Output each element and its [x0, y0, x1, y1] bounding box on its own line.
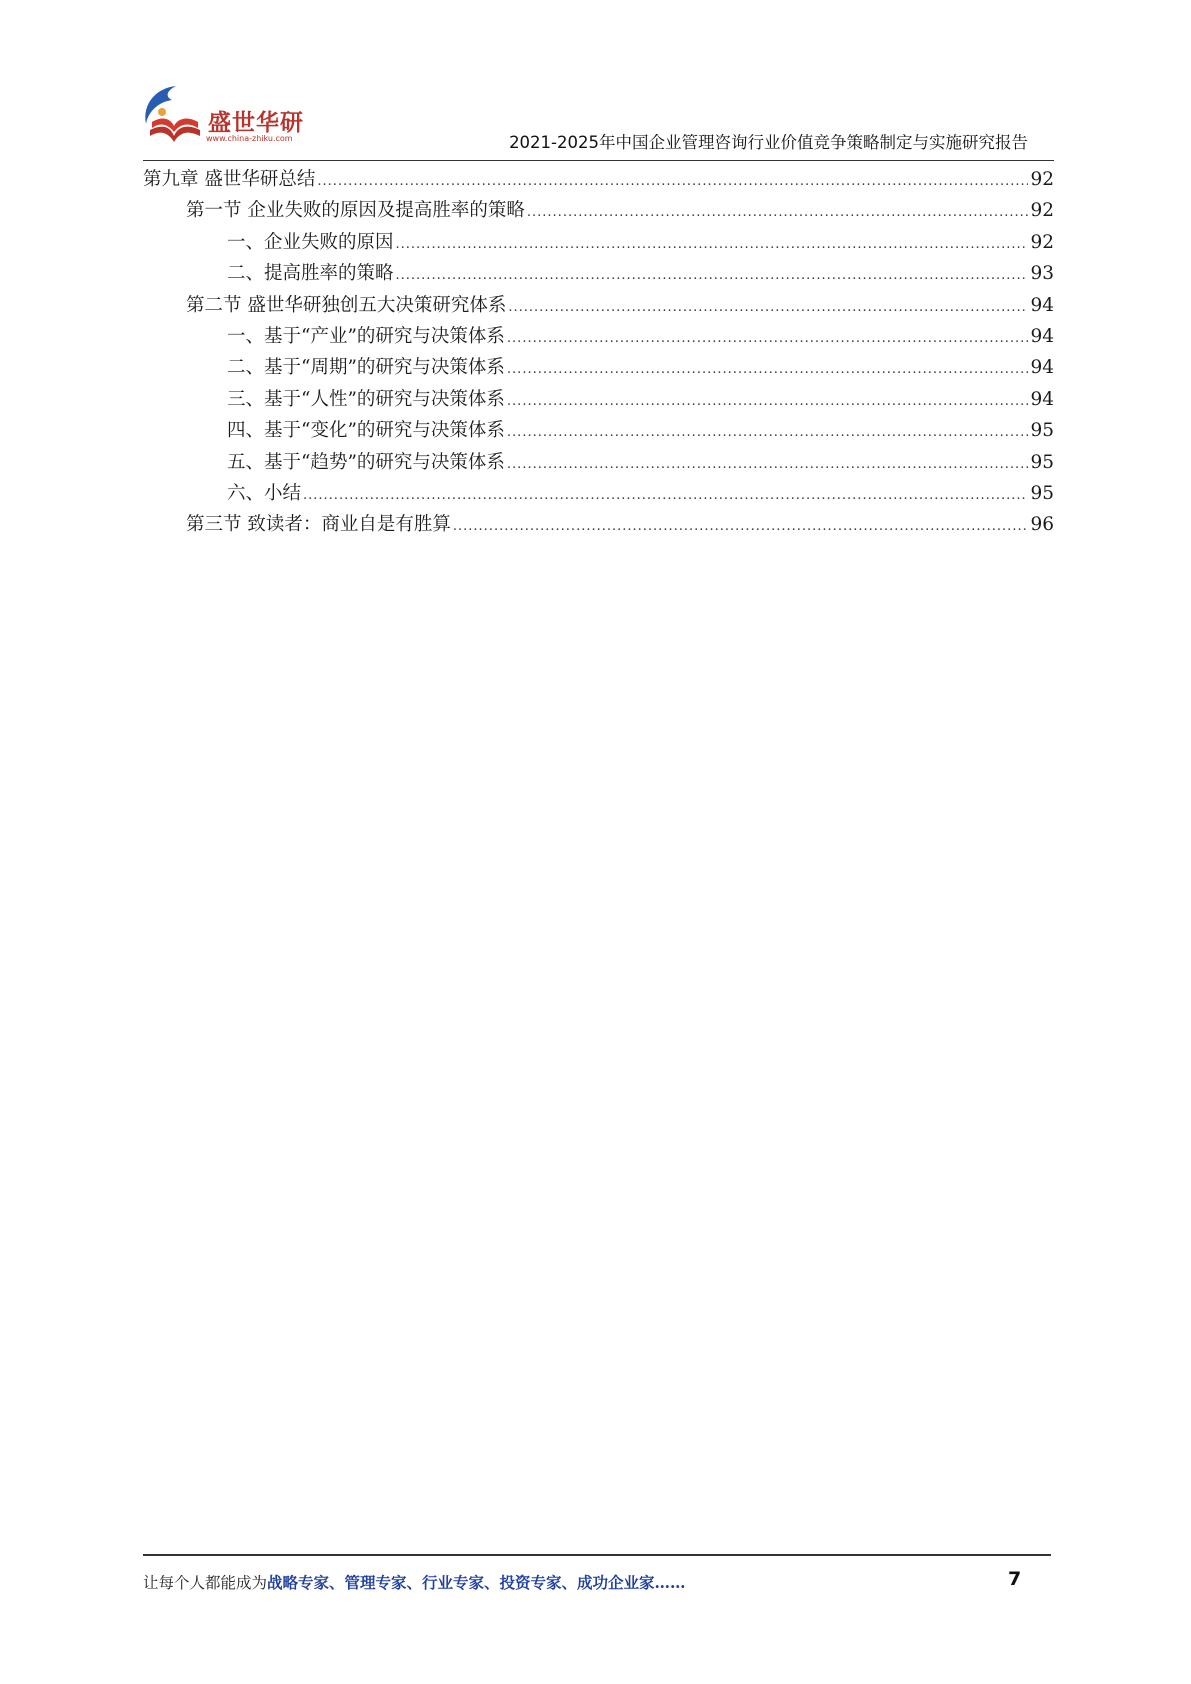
toc-dot-leader	[507, 386, 1029, 417]
toc-entry-page: 94	[1030, 357, 1054, 379]
toc-entry-page: 95	[1030, 451, 1054, 473]
toc-entry[interactable]	[143, 195, 1054, 226]
footer-slogan-prefix: 让每个人都能成为	[143, 1574, 268, 1592]
toc-dot-leader	[507, 354, 1029, 385]
toc-entry[interactable]	[143, 478, 1054, 509]
toc-entry-label: 第三节 致读者：商业自是有胜算	[186, 514, 451, 536]
toc-entry-page: 92	[1030, 231, 1054, 253]
toc-entry-page: 93	[1030, 263, 1054, 285]
page-number: 7	[1008, 1568, 1022, 1590]
toc-entry-page: 96	[1030, 514, 1054, 536]
toc-entry-label: 六、小结	[227, 482, 302, 504]
document-title: 2021-2025年中国企业管理咨询行业价值竞争策略制定与实施研究报告	[509, 133, 1028, 152]
toc-entry[interactable]	[143, 352, 1054, 383]
toc-dot-leader	[453, 511, 1029, 542]
toc-entry-label: 一、企业失败的原因	[227, 231, 394, 253]
toc-entry-label: 第九章 盛世华研总结	[143, 169, 316, 190]
toc-dot-leader	[527, 197, 1029, 228]
toc-entry[interactable]	[143, 384, 1054, 415]
toc-dot-leader	[507, 323, 1029, 354]
logo-brand-text: 盛世华研	[208, 110, 304, 136]
toc-entry-label: 三、基于“人性”的研究与决策体系	[227, 388, 505, 410]
toc-dot-leader	[507, 449, 1029, 480]
toc-dot-leader	[507, 417, 1029, 448]
company-logo	[138, 82, 308, 154]
toc-entry-page: 94	[1030, 388, 1054, 410]
toc-entry-label: 五、基于“趋势”的研究与决策体系	[227, 451, 505, 473]
toc-entry-page: 92	[1030, 200, 1054, 222]
toc-entry-label: 二、基于“周期”的研究与决策体系	[227, 357, 505, 379]
toc-dot-leader	[396, 260, 1029, 291]
toc-entry-label: 第一节 企业失败的原因及提高胜率的策略	[186, 200, 525, 222]
toc-entry[interactable]	[143, 509, 1054, 540]
toc-dot-leader	[303, 480, 1028, 511]
toc-entry-page: 95	[1030, 482, 1054, 504]
page-header	[0, 0, 1191, 170]
toc-entry-label: 一、基于“产业”的研究与决策体系	[227, 325, 505, 347]
toc-entry[interactable]	[143, 447, 1054, 478]
toc-dot-leader	[508, 292, 1028, 323]
toc-entry[interactable]	[143, 227, 1054, 258]
toc-entry-label: 第二节 盛世华研独创五大决策研究体系	[186, 294, 507, 316]
toc-entry-page: 94	[1030, 325, 1054, 347]
toc-dot-leader	[396, 229, 1029, 260]
logo-url-text: www.china-zhiku.com	[206, 134, 293, 143]
footer-divider	[143, 1554, 1051, 1556]
toc-entry[interactable]	[143, 258, 1054, 289]
header-divider	[143, 160, 1054, 161]
toc-entry-page: 95	[1030, 420, 1054, 442]
toc-entry[interactable]	[143, 290, 1054, 321]
toc-entry-page: 94	[1030, 294, 1054, 316]
footer-slogan-roles: 战略专家、管理专家、行业专家、投资专家、成功企业家……	[267, 1573, 686, 1592]
toc-entry[interactable]	[143, 321, 1054, 352]
footer-slogan	[143, 1571, 686, 1593]
toc-entry-label: 二、提高胜率的策略	[227, 263, 394, 285]
logo-emblem-icon	[138, 82, 208, 154]
toc-entry[interactable]	[143, 415, 1054, 446]
toc-entry-page: 92	[1030, 169, 1054, 190]
toc-entry-label: 四、基于“变化”的研究与决策体系	[227, 420, 505, 442]
toc-dot-leader	[317, 166, 1028, 197]
table-of-contents	[143, 164, 1054, 541]
toc-entry[interactable]	[143, 164, 1054, 195]
